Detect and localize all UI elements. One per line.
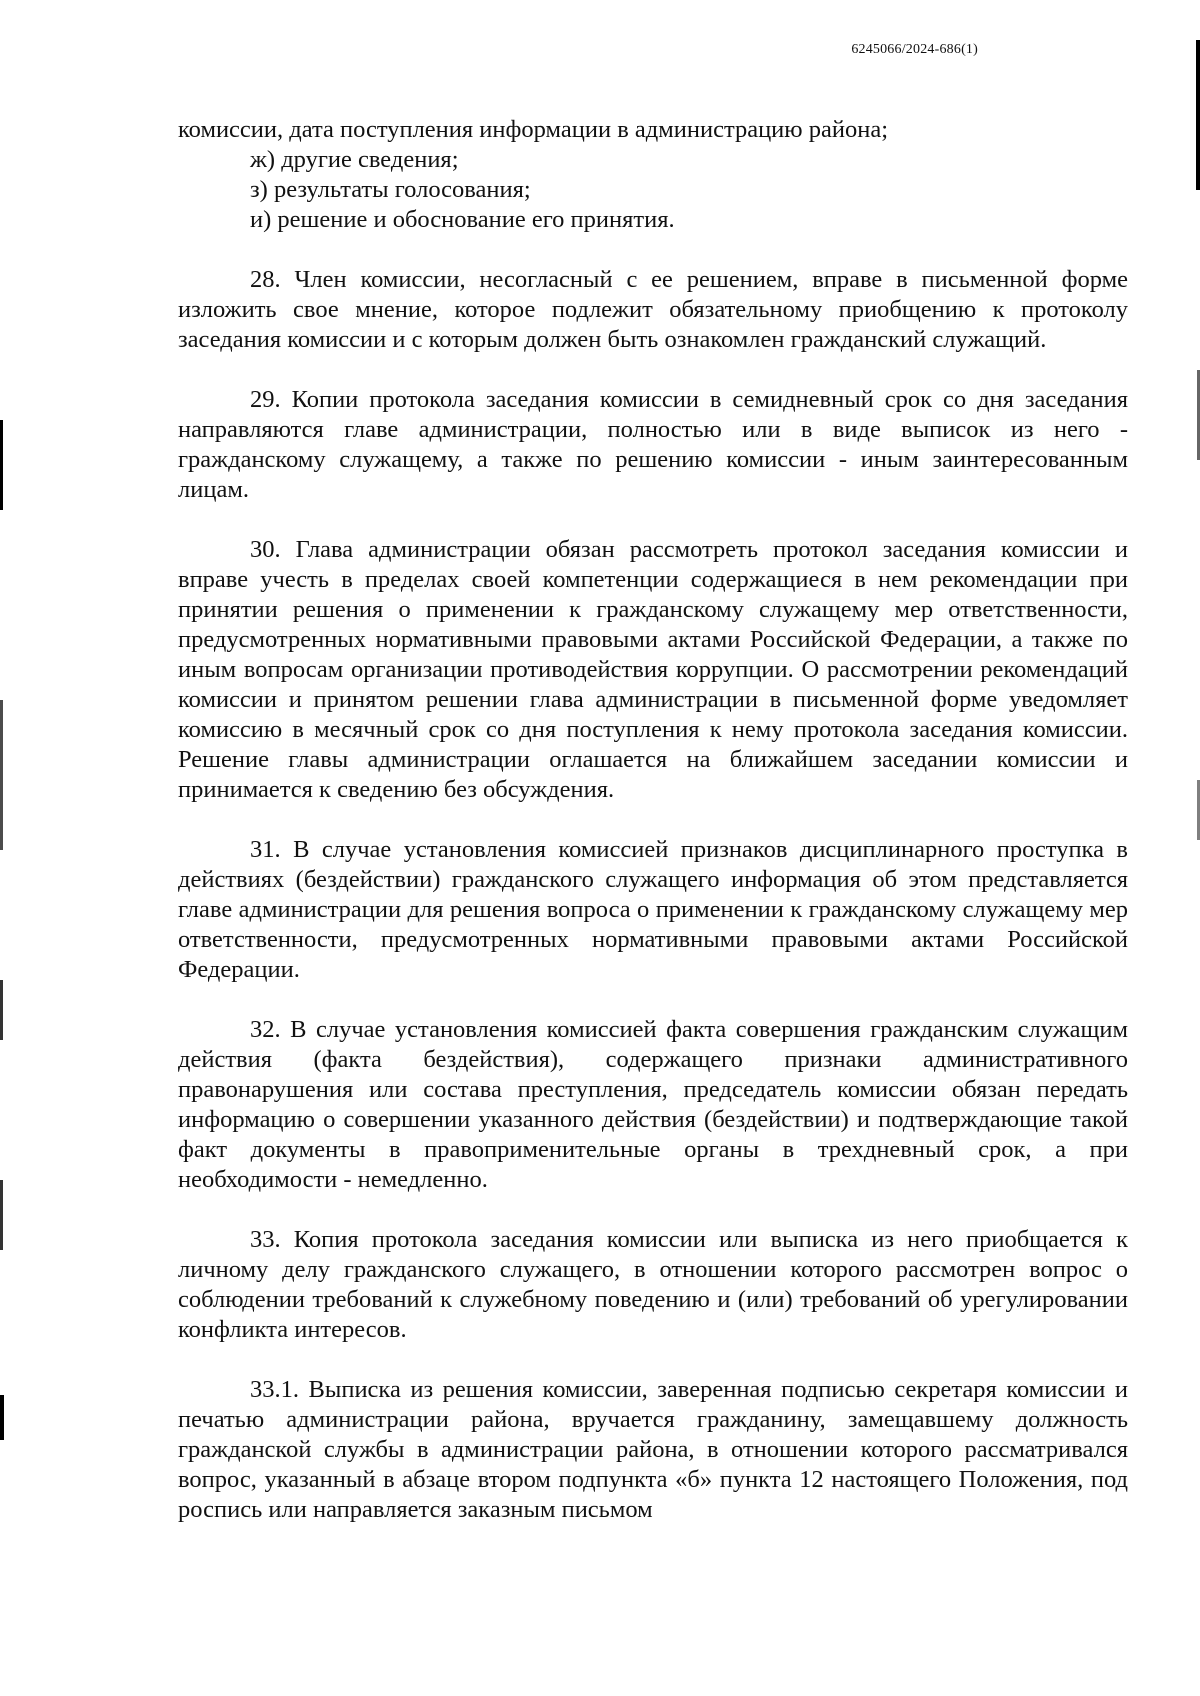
document-body (178, 115, 1128, 1525)
paragraph-30: 30. Глава администрации обязан рассмотреть протокол заседания комиссии и вправе учесть в пределах своей компетенции содержащиеся в нем рекомендации при принятии решения о применении к гражданскому служащему мер ответственности, предусмотренных нормативными правовыми актами Российской Федерации, а также по иным вопросам организации противодействия коррупции. О рассмотрении рекомендаций комиссии и принятом решении глава администрации в письменной форме уведомляет комиссию в месячный срок со дня поступления к нему протокола заседания комиссии. Решение главы администрации оглашается на ближайшем заседании комиссии и принимается к сведению без обсуждения. (178, 536, 1128, 803)
paragraph-33-1: 33.1. Выписка из решения комиссии, заверенная подписью секретаря комиссии и печатью администрации района, вручается гражданину, замещавшему должность гражданской службы в администрации района, в отношении которого рассматривался вопрос, указанный в абзаце втором подпункта «б» пункта 12 настоящего Положения, под роспись или направляется заказным письмом (178, 1376, 1128, 1523)
list-item-z: з) результаты голосования; (250, 176, 531, 203)
paragraph-31: 31. В случае установления комиссией признаков дисциплинарного проступка в действиях (бездействии) гражданского служащего информация об этом представляется главе администрации для решения вопроса о применении к гражданскому служащему мер ответственности, предусмотренных нормативными правовыми актами Российской Федерации. (178, 836, 1128, 983)
list-item-i: и) решение и обоснование его принятия. (250, 206, 675, 233)
scan-edge-mark (0, 1180, 3, 1250)
list-item-zh: ж) другие сведения; (250, 146, 459, 173)
scan-edge-mark (0, 700, 3, 850)
paragraph-33: 33. Копия протокола заседания комиссии или выписка из него приобщается к личному делу гражданского служащего, в отношении которого рассмотрен вопрос о соблюдении требований к служебному поведению и (или) требований об урегулировании конфликта интересов. (178, 1226, 1128, 1343)
paragraph-32: 32. В случае установления комиссией факта совершения гражданским служащим действия (факта бездействия), содержащего признаки административного правонарушения или состава преступления, председатель комиссии обязан передать информацию о совершении указанного действия (бездействии) и подтверждающие такой факт документы в правоприменительные органы в трехдневный срок, а при необходимости - немедленно. (178, 1016, 1128, 1193)
scan-edge-mark (0, 420, 3, 510)
scan-edge-mark (0, 1395, 4, 1440)
paragraph-28: 28. Член комиссии, несогласный с ее решением, вправе в письменной форме изложить свое мнение, которое подлежит обязательному приобщению к протоколу заседания комиссии и с которым должен быть ознакомлен гражданский служащий. (178, 266, 1128, 353)
paragraph-continuation: комиссии, дата поступления информации в администрацию района; (178, 116, 888, 143)
scan-edge-mark (1196, 40, 1200, 190)
paragraph-29: 29. Копии протокола заседания комиссии в семидневный срок со дня заседания направляются главе администрации, полностью или в виде выписок из него - гражданскому служащему, а также по решению комиссии - иным заинтересованным лицам. (178, 386, 1128, 503)
document-number: 6245066/2024-686(1) (851, 42, 978, 57)
scan-edge-mark (0, 980, 3, 1040)
